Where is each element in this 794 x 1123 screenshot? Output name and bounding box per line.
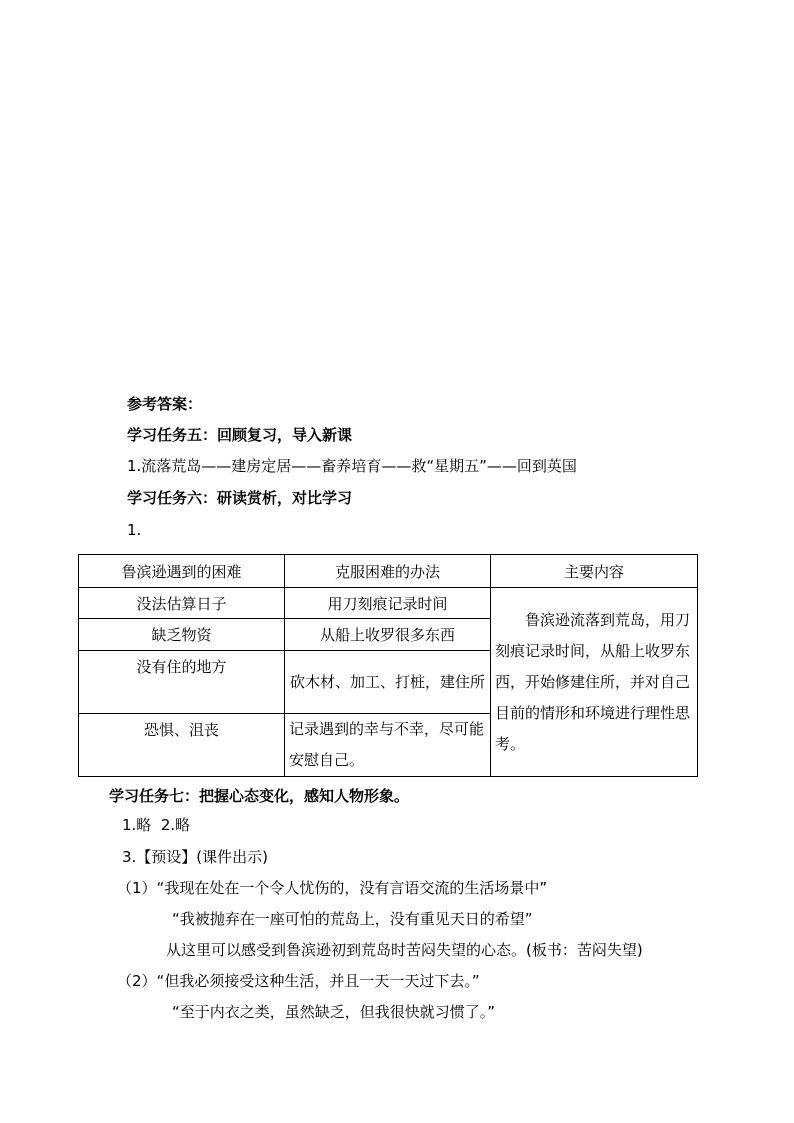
quote-1-line-c: 从这里可以感受到鲁滨逊初到荒岛时苦闷失望的心态。(板书：苦闷失望): [166, 941, 643, 959]
table-cell: 没法估算日子: [79, 588, 285, 619]
task5-item-1: 1.流落荒岛——建房定居——畜养培育——救“星期五”——回到英国: [127, 457, 577, 475]
table-header-cell: 主要内容: [491, 555, 698, 588]
table-cell: 恐惧、沮丧: [79, 714, 285, 777]
table-row: [79, 588, 698, 619]
table-header-cell: 克服困难的办法: [285, 555, 491, 588]
table-cell: 缺乏物资: [79, 619, 285, 651]
quote-2-line-a: （2）“但我必须接受这种生活，并且一天一天过下去。”: [117, 972, 480, 990]
task7-item-3: 3.【预设】(课件出示): [122, 848, 269, 866]
table-cell: 用刀刻痕记录时间: [285, 588, 491, 619]
table-cell: 砍木材、加工、打桩，建住所: [285, 651, 491, 714]
reference-answer-heading: 参考答案：: [127, 395, 203, 413]
task7-heading: 学习任务七：把握心态变化，感知人物形象。: [109, 787, 410, 805]
task7-items-1-2: 1.略 2.略: [122, 816, 191, 834]
task6-item-1: 1.: [127, 521, 142, 539]
quote-1-line-a: （1）“我现在处在一个令人忧伤的，没有言语交流的生活场景中”: [117, 879, 548, 897]
quote-2-line-b: “至于内衣之类，虽然缺乏，但我很快就习惯了。”: [172, 1003, 496, 1021]
quote-1-line-b: “我被抛弃在一座可怕的荒岛上，没有重见天日的希望”: [172, 910, 533, 928]
table-summary-cell: 鲁滨逊流落到荒岛，用刀刻痕记录时间，从船上收罗东西，开始修建住所，并对自己目前的情形和环境进行理性思考。: [491, 588, 698, 777]
task6-heading: 学习任务六：研读赏析，对比学习: [127, 489, 353, 507]
table-cell: 从船上收罗很多东西: [285, 619, 491, 651]
table-cell: 没有住的地方: [79, 651, 285, 714]
table-cell: 记录遇到的幸与不幸，尽可能安慰自己。: [285, 714, 491, 777]
task5-heading: 学习任务五：回顾复习，导入新课: [127, 426, 353, 444]
difficulties-table: [78, 554, 698, 777]
table-header-cell: 鲁滨逊遇到的困难: [79, 555, 285, 588]
table-header-row: [79, 555, 698, 588]
